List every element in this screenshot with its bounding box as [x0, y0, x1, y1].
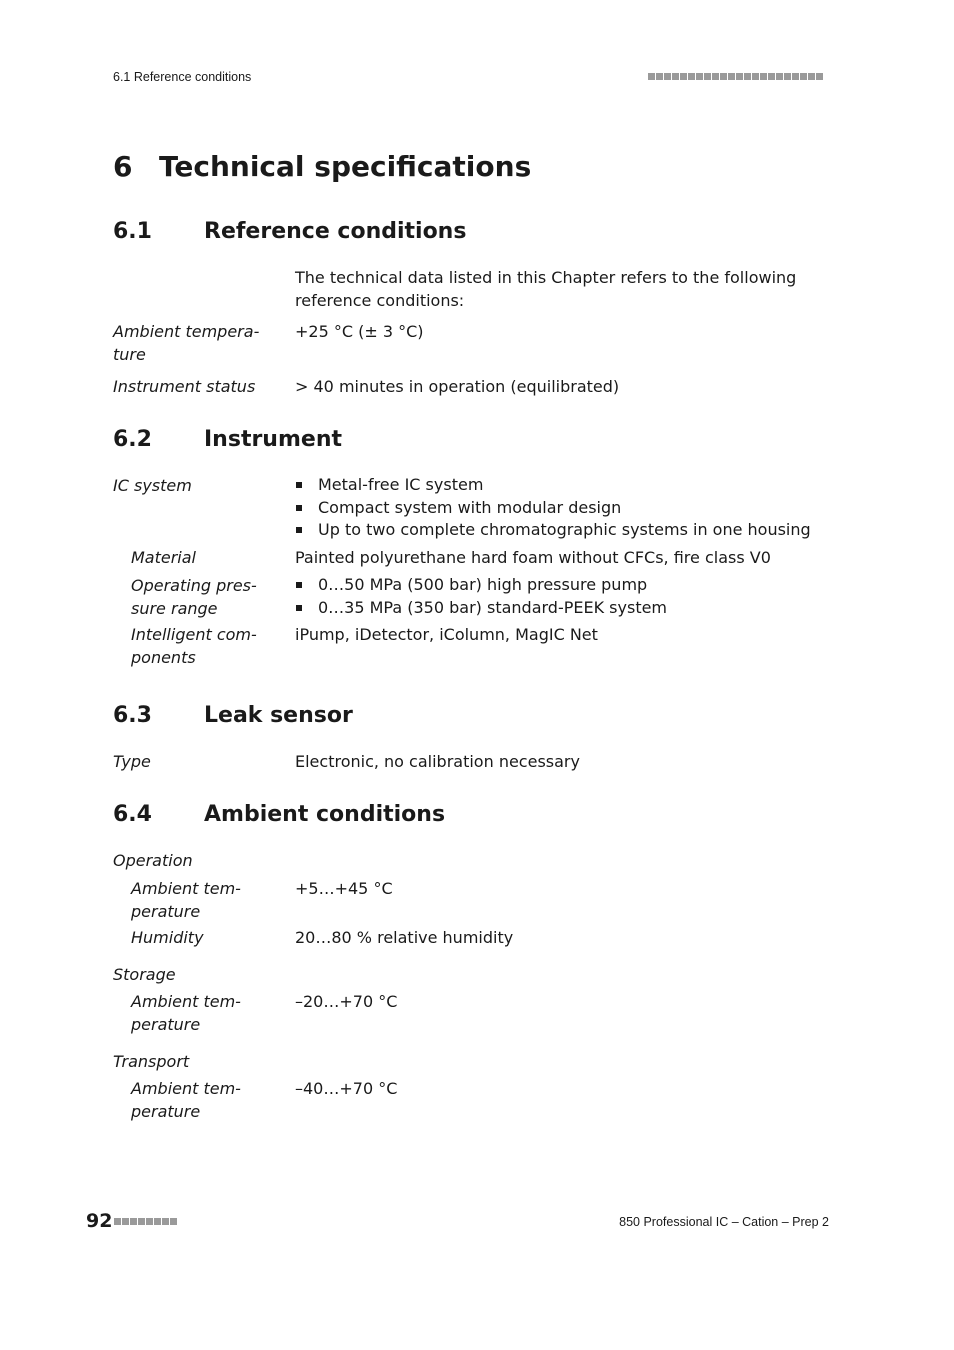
label-intelligent-components: Intelligent com- ponents [131, 625, 257, 667]
list-item: Compact system with modular design [295, 497, 811, 520]
page-number: 92 [86, 1210, 113, 1232]
header-decoration [648, 73, 823, 80]
label-operating-pressure: Operating pres- sure range [131, 576, 257, 618]
section-number: 6.3 [113, 703, 152, 728]
label-material: Material [131, 548, 196, 567]
value-operation-temperature: +5…+45 °C [295, 879, 393, 898]
chapter-number: 6 [113, 150, 133, 183]
chapter-title [113, 150, 531, 183]
list-item: Up to two complete chromatographic systems in one housing [295, 519, 811, 542]
chapter-title-text: Technical specifications [159, 150, 532, 183]
section-title: Instrument [204, 427, 342, 452]
label-storage-temperature: Ambient tem- perature [131, 992, 241, 1034]
value-material: Painted polyurethane hard foam without CFCs, fire class V0 [295, 548, 771, 567]
pressure-list [295, 574, 667, 619]
value-humidity: 20…80 % relative humidity [295, 928, 514, 947]
value-instrument-status: > 40 minutes in operation (equilibrated) [295, 377, 620, 396]
value-ambient-temperature: +25 °C (± 3 °C) [295, 322, 424, 341]
value-transport-temperature: –40…+70 °C [295, 1079, 398, 1098]
section-number: 6.2 [113, 427, 152, 452]
list-item: 0…35 MPa (350 bar) standard-PEEK system [295, 597, 667, 620]
list-item: Metal-free IC system [295, 474, 811, 497]
label-ambient-temperature: Ambient tempera- ture [113, 322, 260, 364]
reference-intro: The technical data listed in this Chapter refers to the following reference conditions: [295, 268, 797, 310]
section-number: 6.1 [113, 219, 152, 244]
label-operation-temperature: Ambient tem- perature [131, 879, 241, 921]
value-storage-temperature: –20…+70 °C [295, 992, 398, 1011]
footer-product-name: 850 Professional IC – Cation – Prep 2 [619, 1215, 829, 1229]
label-ic-system: IC system [113, 476, 192, 495]
label-transport: Transport [113, 1052, 190, 1071]
list-item: 0…50 MPa (500 bar) high pressure pump [295, 574, 667, 597]
section-title: Reference conditions [204, 219, 467, 244]
label-transport-temperature: Ambient tem- perature [131, 1079, 241, 1121]
section-number: 6.4 [113, 802, 152, 827]
label-operation: Operation [113, 851, 193, 870]
label-storage: Storage [113, 965, 176, 984]
label-humidity: Humidity [131, 928, 204, 947]
label-instrument-status: Instrument status [113, 377, 256, 396]
section-title: Ambient conditions [204, 802, 446, 827]
footer-decoration [114, 1218, 177, 1225]
label-type: Type [113, 752, 151, 771]
value-type: Electronic, no calibration necessary [295, 752, 580, 771]
ic-system-list [295, 474, 811, 542]
section-title: Leak sensor [204, 703, 353, 728]
value-intelligent-components: iPump, iDetector, iColumn, MagIC Net [295, 625, 598, 644]
running-header: 6.1 Reference conditions [113, 70, 252, 84]
